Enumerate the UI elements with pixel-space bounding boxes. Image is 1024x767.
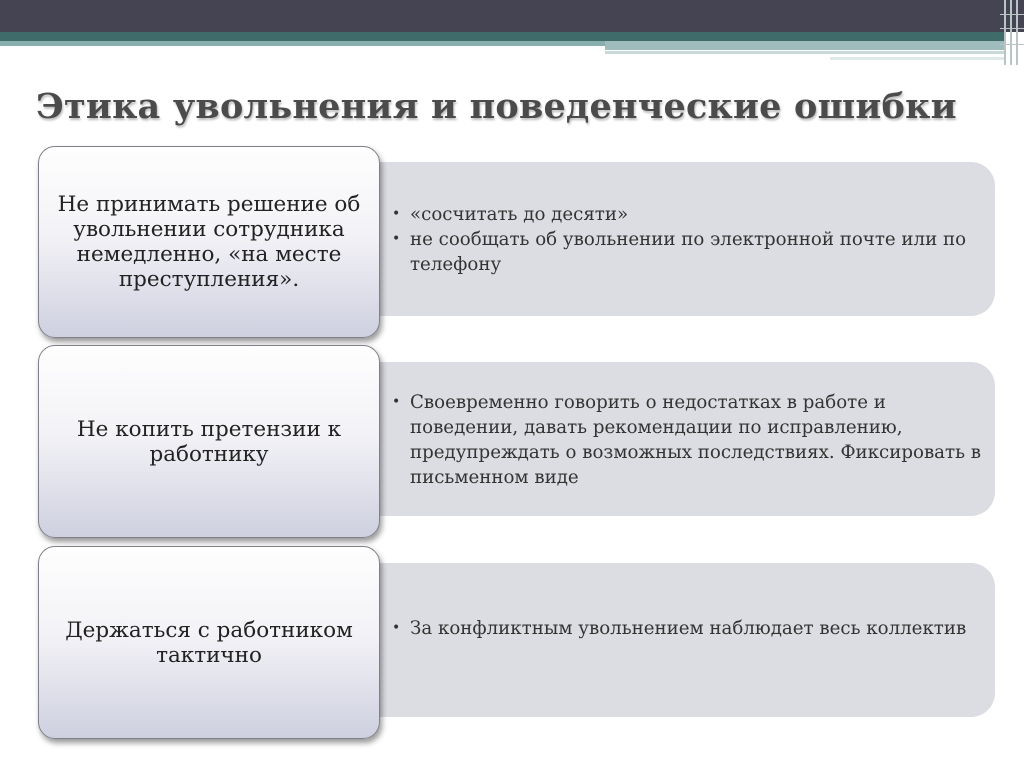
slide-title: Этика увольнения и поведенческие ошибки xyxy=(36,86,957,127)
corner-grid-line xyxy=(1000,14,1024,15)
corner-grid-line xyxy=(1010,0,1012,65)
header-accent-stripe-light xyxy=(0,41,605,46)
detail-panel-2 xyxy=(352,362,995,516)
list-item xyxy=(392,227,981,277)
header-accent-line xyxy=(605,51,1005,54)
list-item xyxy=(392,202,981,227)
header-bar xyxy=(0,0,1024,32)
label-text: Держаться с работником тактично xyxy=(65,617,353,668)
bullet-icon: • xyxy=(392,394,401,410)
corner-grid-line xyxy=(1004,0,1006,65)
bullet-text: Своевременно говорить о недостатках в работе и поведении, давать рекомендации по исправлению, предупреждать о возможных последствиях. Фиксировать в письменном виде xyxy=(410,392,982,488)
list-item xyxy=(392,390,981,490)
header-accent-line-short xyxy=(830,57,1005,60)
label-box-3 xyxy=(38,546,380,739)
detail-panel-1 xyxy=(352,162,995,316)
list-item xyxy=(392,616,981,641)
header-accent-stripe-right xyxy=(605,41,1005,50)
bullet-text: не сообщать об увольнении по электронной почте или по телефону xyxy=(410,229,967,275)
label-text: Не копить претензии к работнику xyxy=(76,416,342,467)
corner-grid-line xyxy=(1000,28,1024,29)
detail-panel-3 xyxy=(352,563,995,717)
label-box-2 xyxy=(38,345,380,538)
label-text: Не принимать решение об увольнении сотрудника немедленно, «на месте преступления». xyxy=(57,192,361,292)
label-box-1 xyxy=(38,146,380,338)
bullet-icon: • xyxy=(392,620,401,636)
bullet-icon: • xyxy=(392,206,401,222)
bullet-list-2 xyxy=(392,390,981,490)
header-accent-stripe xyxy=(0,32,1005,41)
bullet-list-3 xyxy=(392,616,981,641)
bullet-text: «сосчитать до десяти» xyxy=(410,204,629,225)
bullet-text: За конфликтным увольнением наблюдает весь коллектив xyxy=(410,618,967,639)
bullet-icon: • xyxy=(392,231,401,247)
bullet-list-1 xyxy=(392,202,981,277)
corner-grid-line xyxy=(1000,44,1024,45)
corner-grid-line xyxy=(1016,0,1018,65)
